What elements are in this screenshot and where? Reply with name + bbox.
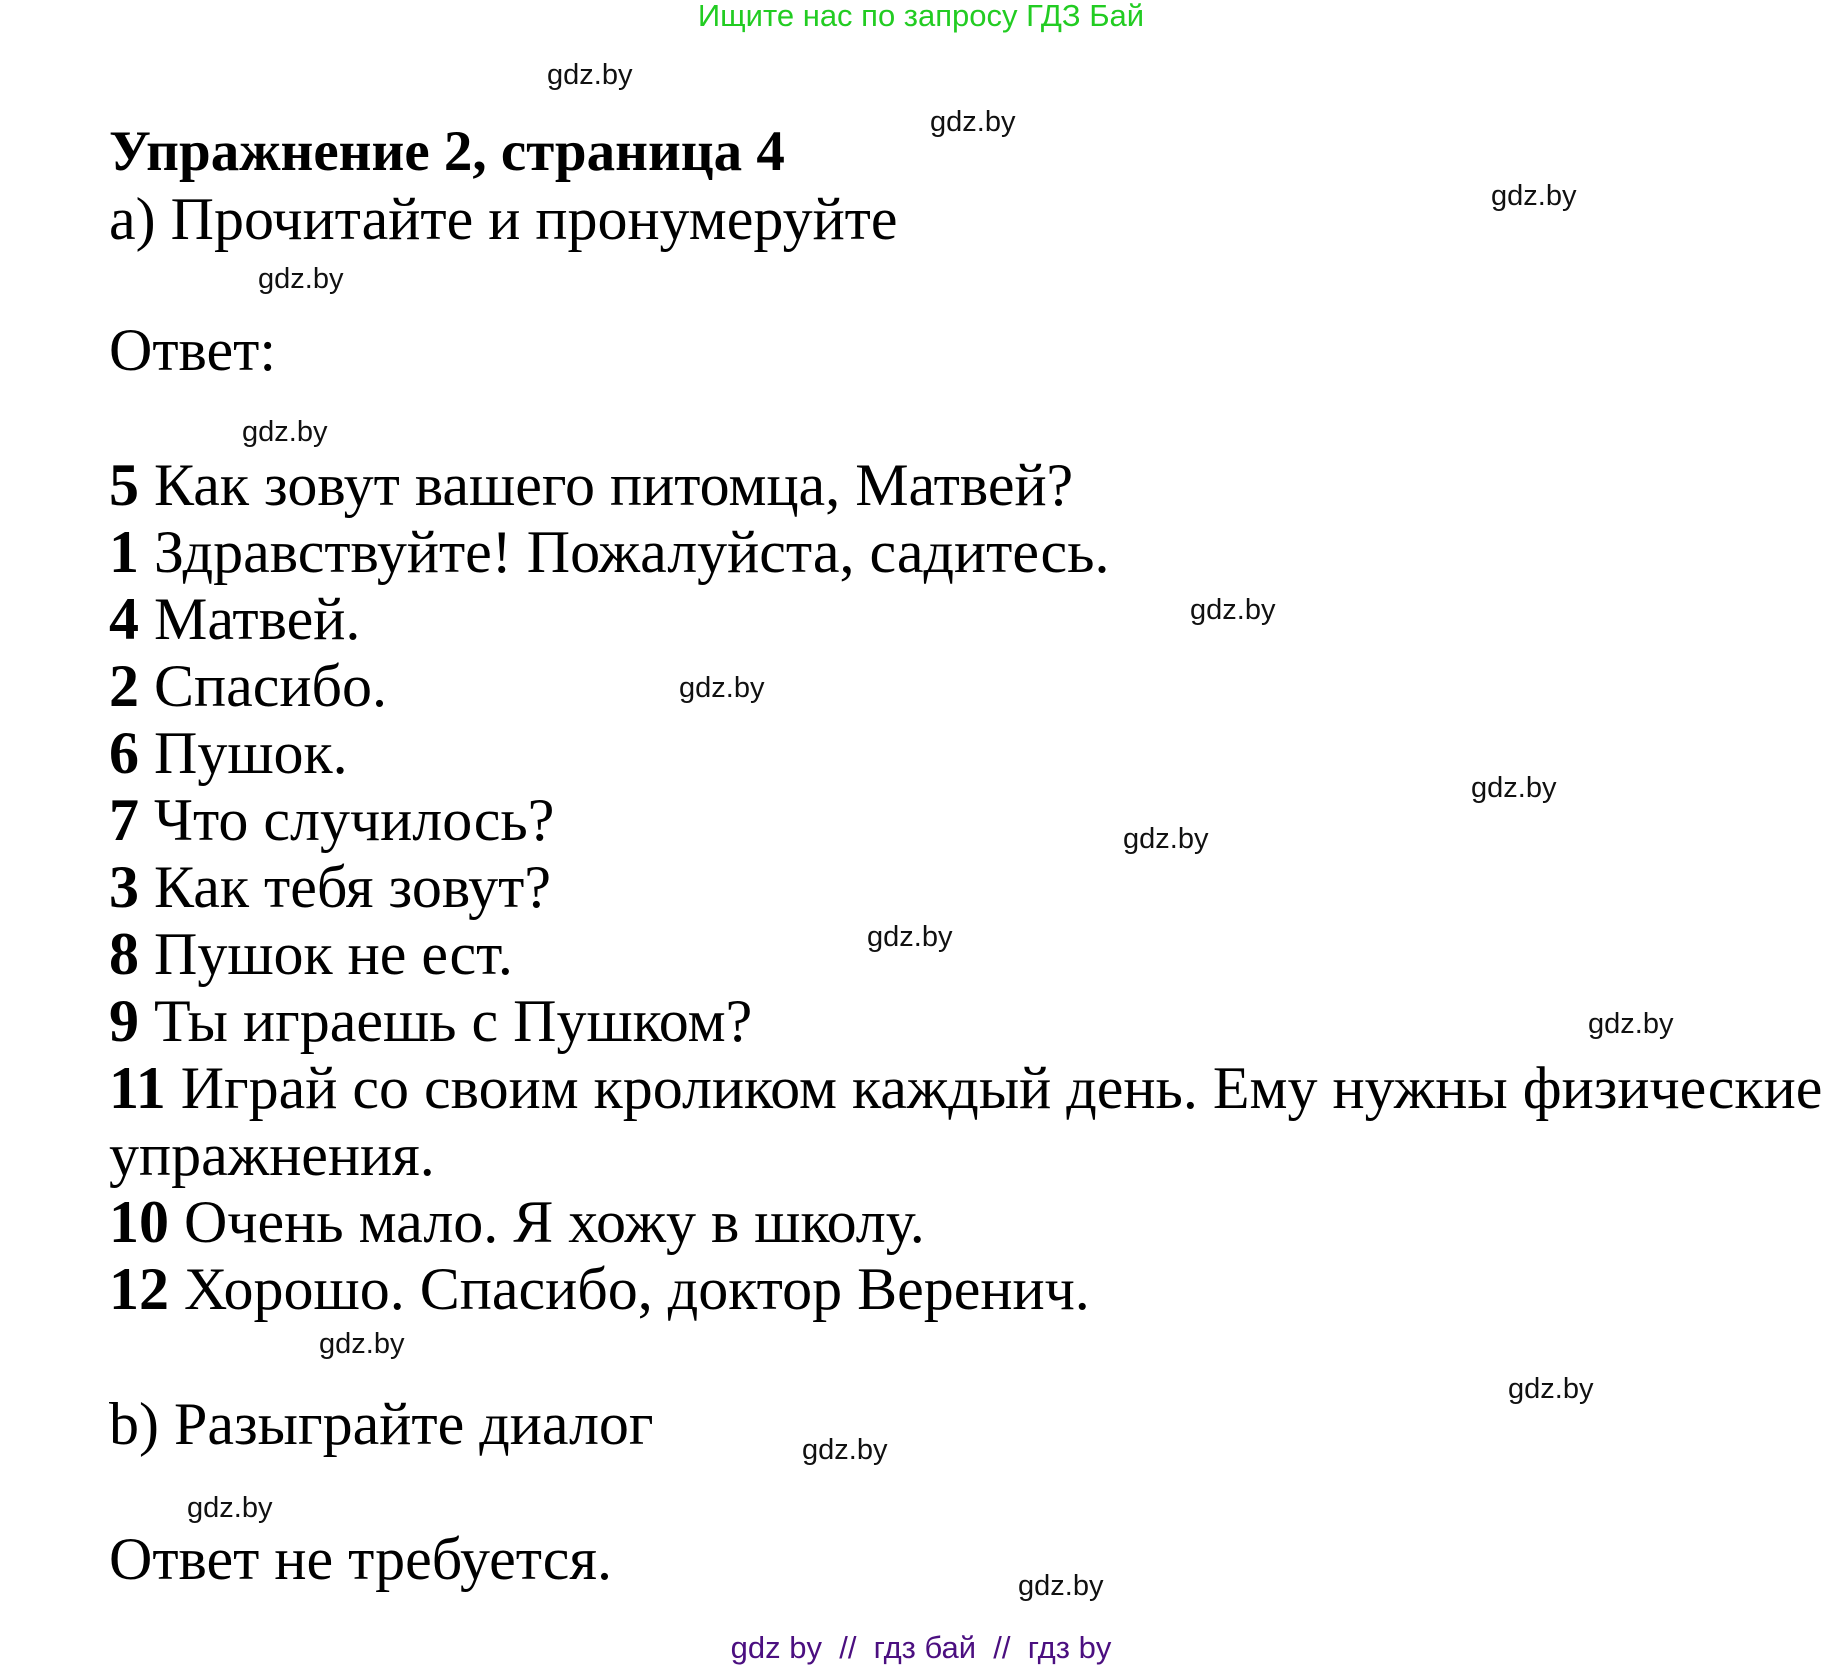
item-text: Пушок не ест. xyxy=(154,921,513,987)
list-item xyxy=(109,921,1829,988)
footer-links[interactable]: gdz by // гдз бай // гдз by xyxy=(730,1630,1112,1665)
item-text: Что случилось? xyxy=(154,787,555,853)
item-text: Пушок. xyxy=(154,720,348,786)
list-item xyxy=(109,988,1829,1055)
item-text: Здравствуйте! Пожалуйста, садитесь. xyxy=(154,519,1110,585)
watermark: gdz.by xyxy=(1123,823,1209,855)
item-text: Хорошо. Спасибо, доктор Веренич. xyxy=(184,1256,1090,1322)
exercise-heading: Упражнение 2, страница 4 xyxy=(109,120,785,183)
list-item xyxy=(109,1055,1829,1189)
item-text: Спасибо. xyxy=(154,653,388,719)
watermark: gdz.by xyxy=(802,1434,888,1466)
item-number: 1 xyxy=(109,519,139,585)
item-number: 2 xyxy=(109,653,139,719)
list-item xyxy=(109,653,1829,720)
answer-b-text: Ответ не требуется. xyxy=(109,1526,612,1592)
item-text: Очень мало. Я хожу в школу. xyxy=(184,1189,925,1255)
item-number: 12 xyxy=(109,1256,169,1322)
answer-label: Ответ: xyxy=(109,317,277,383)
item-number: 10 xyxy=(109,1189,169,1255)
watermark: gdz.by xyxy=(1588,1008,1674,1040)
item-number: 6 xyxy=(109,720,139,786)
watermark: gdz.by xyxy=(1018,1570,1104,1602)
task-b-label: b) Разыграйте диалог xyxy=(109,1391,654,1457)
list-item xyxy=(109,1189,1829,1256)
watermark: gdz.by xyxy=(930,106,1016,138)
list-item xyxy=(109,720,1829,787)
item-text: Матвей. xyxy=(154,586,361,652)
item-number: 3 xyxy=(109,854,139,920)
list-item xyxy=(109,787,1829,854)
item-text: Как тебя зовут? xyxy=(154,854,551,920)
item-number: 11 xyxy=(109,1055,166,1121)
promo-banner[interactable]: Ищите нас по запросу ГДЗ Бай xyxy=(697,0,1145,33)
item-number: 5 xyxy=(109,452,139,518)
item-number: 8 xyxy=(109,921,139,987)
item-text: Ты играешь с Пушком? xyxy=(154,988,753,1054)
answer-list xyxy=(109,452,1829,1323)
list-item xyxy=(109,586,1829,653)
item-number: 9 xyxy=(109,988,139,1054)
watermark: gdz.by xyxy=(1190,594,1276,626)
item-text: Как зовут вашего питомца, Матвей? xyxy=(154,452,1074,518)
task-a-label: a) Прочитайте и пронумеруйте xyxy=(109,186,898,252)
list-item xyxy=(109,854,1829,921)
item-text: Играй со своим кроликом каждый день. Ему нужны физические упражнения. xyxy=(109,1055,1823,1188)
watermark: gdz.by xyxy=(319,1328,405,1360)
list-item xyxy=(109,1256,1829,1323)
watermark: gdz.by xyxy=(1508,1373,1594,1405)
item-number: 7 xyxy=(109,787,139,853)
watermark: gdz.by xyxy=(1491,180,1577,212)
watermark: gdz.by xyxy=(242,416,328,448)
watermark: gdz.by xyxy=(867,921,953,953)
watermark: gdz.by xyxy=(1471,772,1557,804)
item-number: 4 xyxy=(109,586,139,652)
watermark: gdz.by xyxy=(679,672,765,704)
watermark: gdz.by xyxy=(258,263,344,295)
watermark: gdz.by xyxy=(187,1492,273,1524)
watermark: gdz.by xyxy=(547,59,633,91)
list-item xyxy=(109,452,1829,519)
list-item xyxy=(109,519,1829,586)
